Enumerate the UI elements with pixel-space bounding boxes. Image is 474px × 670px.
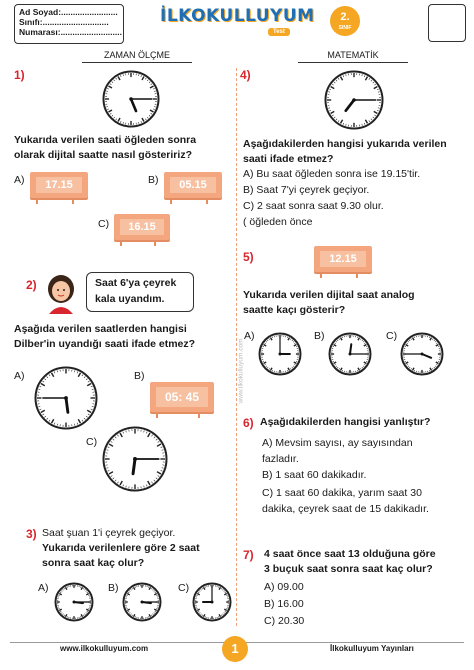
q1-option-c-value: 16.15 [120,219,164,235]
footer-publisher: İlkokulluyum Yayınları [330,644,414,653]
q1-option-b-letter[interactable]: B) [148,174,159,186]
q1-text-line2: olarak dijital saatte nasıl gösteririz? [14,149,192,161]
hour-hand [66,398,68,412]
q2-option-b-letter[interactable]: B) [134,370,145,382]
q7-number: 7) [243,548,254,562]
q1-clock [102,70,160,128]
grade-badge [330,6,360,36]
q2-option-c-letter[interactable]: C) [86,436,98,448]
q3-text-line1: Saat şuan 1'i çeyrek geçiyor. [42,527,176,539]
page-number: 1 [231,641,239,656]
logo-sub-badge: Test [268,28,290,36]
q2-option-b-lcd[interactable] [150,382,214,412]
q2-option-a-letter[interactable]: A) [14,370,25,382]
q6-option-c-line1[interactable]: C) 1 saat 60 dakika, yarım saat 30 [262,487,422,499]
q1-option-a-lcd[interactable] [30,172,88,198]
q2-bubble-line1: Saat 6'ya çeyrek [95,277,177,289]
subject-tab: MATEMATİK [298,48,408,63]
q3-option-b-letter[interactable]: B) [108,582,119,594]
clock-center [133,457,137,461]
q1-option-c-letter[interactable]: C) [98,218,110,230]
q2-text-line2: Dilber'in uyandığı saati ifade etmez? [14,338,196,350]
q7-text-line1: 4 saat önce saat 13 olduğuna göre [264,548,436,560]
student-info-box [14,4,124,44]
q7-option-b[interactable]: B) 16.00 [264,598,304,610]
logo-text: İLKOKULLUYUM [160,6,315,26]
q1-option-b-value: 05.15 [170,177,216,193]
clock-center [141,601,144,604]
q5-text-line2: saatte kaçı gösterir? [243,304,346,316]
q3-number: 3) [26,527,37,541]
q2-text-line1: Aşağıda verilen saatlerden hangisi [14,323,187,335]
q6-option-c-line2[interactable]: dakika, çeyrek saat de 15 dakikadır. [262,503,429,515]
q3-option-c-letter[interactable]: C) [178,582,190,594]
hour-hand [133,459,135,474]
q7-text-line2: 3 buçuk saat sonra saat kaç olur? [264,563,433,575]
q7-option-c[interactable]: C) 20.30 [264,615,305,627]
q4-option-b[interactable]: B) Saat 7'yi çeyrek geçiyor. [243,184,370,196]
q2-number: 2) [26,278,37,292]
q1-option-b-lcd[interactable] [164,172,222,198]
clock-center [211,601,214,604]
page-number-badge [222,636,248,662]
q2-option-b-value: 05: 45 [156,387,208,407]
grade-number: 2. [340,11,350,23]
q6-option-a-line1[interactable]: A) Mevsim sayısı, ay sayısından [262,437,413,449]
clock-center [279,353,282,356]
brand-logo [160,6,315,42]
q5-option-b-clock[interactable] [328,332,372,376]
q5-number: 5) [243,250,254,264]
q6-number: 6) [243,416,254,430]
q5-text-line1: Yukarıda verilen dijital saat analog [243,289,415,301]
q5-digital-clock [314,246,372,272]
q2-bubble-line2: kala uyandım. [95,293,165,305]
q2-option-a-clock[interactable] [34,366,98,430]
name-field[interactable]: Ad Soyad:........................ [19,7,118,17]
q3-text-line2: Yukarıda verilenlere göre 2 saat [42,542,200,554]
q3-option-b-clock[interactable] [122,582,162,622]
q1-option-a-value: 17.15 [36,177,82,193]
q4-number: 4) [240,68,251,82]
q3-option-a-clock[interactable] [54,582,94,622]
watermark: www.ilkokulluyum.com [237,338,245,404]
q5-option-b-letter[interactable]: B) [314,330,325,342]
q3-text-line3: sonra saat kaç olur? [42,557,145,569]
q4-text-line1: Aşağıdakilerden hangisi yukarıda verilen [243,138,447,150]
q5-digital-value: 12.15 [320,251,366,267]
topic-tab: ZAMAN ÖLÇME [82,48,192,63]
girl-avatar-icon [44,274,78,314]
q4-option-note: ( öğleden önce [243,216,313,228]
score-box[interactable] [428,4,466,42]
q4-option-a[interactable]: A) Bu saat öğleden sonra ise 19.15'tir. [243,168,421,180]
clock-center [352,98,356,102]
q5-option-c-clock[interactable] [400,332,444,376]
q3-option-a-letter[interactable]: A) [38,582,49,594]
q6-option-a-line2[interactable]: fazladır. [262,453,299,465]
class-field[interactable]: Sınıfı:............................ [19,17,109,27]
clock-center [421,353,424,356]
clock-center [73,601,76,604]
q4-option-c[interactable]: C) 2 saat sonra saat 9.30 olur. [243,200,384,212]
q4-clock [324,70,384,130]
number-field[interactable]: Numarası:.......................... [19,27,122,37]
q2-option-c-clock[interactable] [102,426,168,492]
clock-center [129,97,132,100]
q7-option-a[interactable]: A) 09.00 [264,581,304,593]
q3-option-c-clock[interactable] [192,582,232,622]
q5-option-a-letter[interactable]: A) [244,330,255,342]
q1-text-line1: Yukarıda verilen saati öğleden sonra [14,134,197,146]
clock-center [64,396,68,400]
q6-text: Aşağıdakilerden hangisi yanlıştır? [260,416,431,428]
q5-option-c-letter[interactable]: C) [386,330,398,342]
q1-number: 1) [14,68,25,82]
clock-center [349,353,352,356]
q1-option-c-lcd[interactable] [114,214,170,240]
q4-text-line2: saati ifade etmez? [243,153,334,165]
q1-option-a-letter[interactable]: A) [14,174,25,186]
grade-label: SINIF [338,25,352,31]
q6-option-b[interactable]: B) 1 saat 60 dakikadır. [262,469,367,481]
q5-option-a-clock[interactable] [258,332,302,376]
footer-website[interactable]: www.ilkokulluyum.com [60,644,149,653]
q2-speech-bubble [86,272,194,312]
